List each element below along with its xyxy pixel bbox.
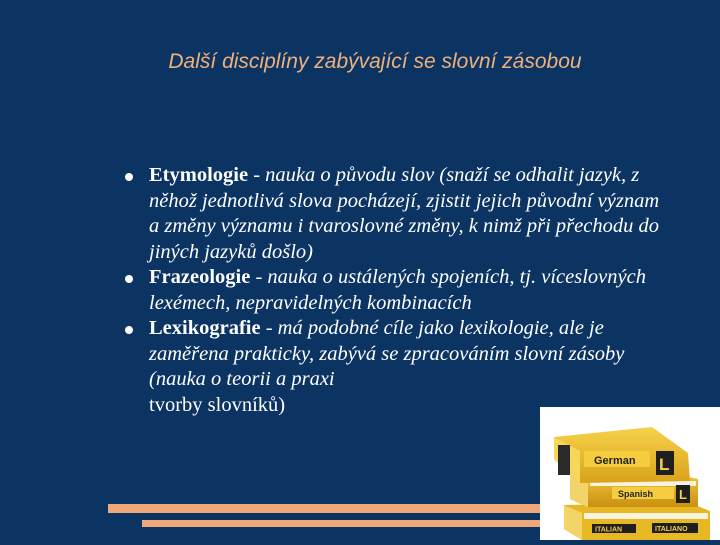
book-label-german: German (594, 455, 636, 467)
books-illustration (540, 407, 720, 540)
bullet-dot-icon (125, 173, 133, 181)
bullet-lexikografie (133, 316, 673, 418)
bullet-term: Lexikografie (149, 317, 261, 339)
book-label-spanish: Spanish (618, 489, 654, 499)
bullet-frazeologie (133, 265, 673, 316)
bullet-term: Etymologie (149, 164, 249, 186)
bullet-dot-icon (125, 326, 133, 334)
bullet-text-tail: tvorby slovníků) (149, 393, 286, 416)
bullet-text: - má podobné cíle jako lexikologie, ale je zaměřena prakticky, zabývá se zpracováním slovní zásoby (nauka o teorii a praxi (149, 317, 625, 390)
book-letter-l-top: L (659, 455, 670, 474)
book-label-italian: ITALIAN (595, 526, 623, 534)
decorative-bar-bottom (142, 520, 578, 527)
book-label-italiano: ITALIANO (655, 526, 688, 533)
book-bottom (564, 503, 710, 540)
decorative-bar-top (108, 504, 578, 513)
bullet-term: Frazeologie (149, 266, 251, 288)
dictionaries-image (540, 407, 720, 540)
bullet-text: - nauka o původu slov (snaží se odhalit jazyk, z něhož jednotlivá slova pocházejí, zjistit jejich původní význam a změny významu i tvaroslovné změny, k nimž při přechodu do jiných jazyků došlo) (149, 164, 660, 263)
book-letter-l-middle: L (679, 487, 687, 502)
slide-title: Další disciplíny zabývající se slovní zásobou (168, 50, 582, 73)
bullet-etymologie (133, 163, 673, 265)
bullet-list (133, 163, 673, 418)
bullet-text: - nauka o ustálených spojeních, tj. víceslovných lexémech, nepravidelných kombinacích (149, 266, 646, 314)
bullet-dot-icon (125, 275, 133, 283)
